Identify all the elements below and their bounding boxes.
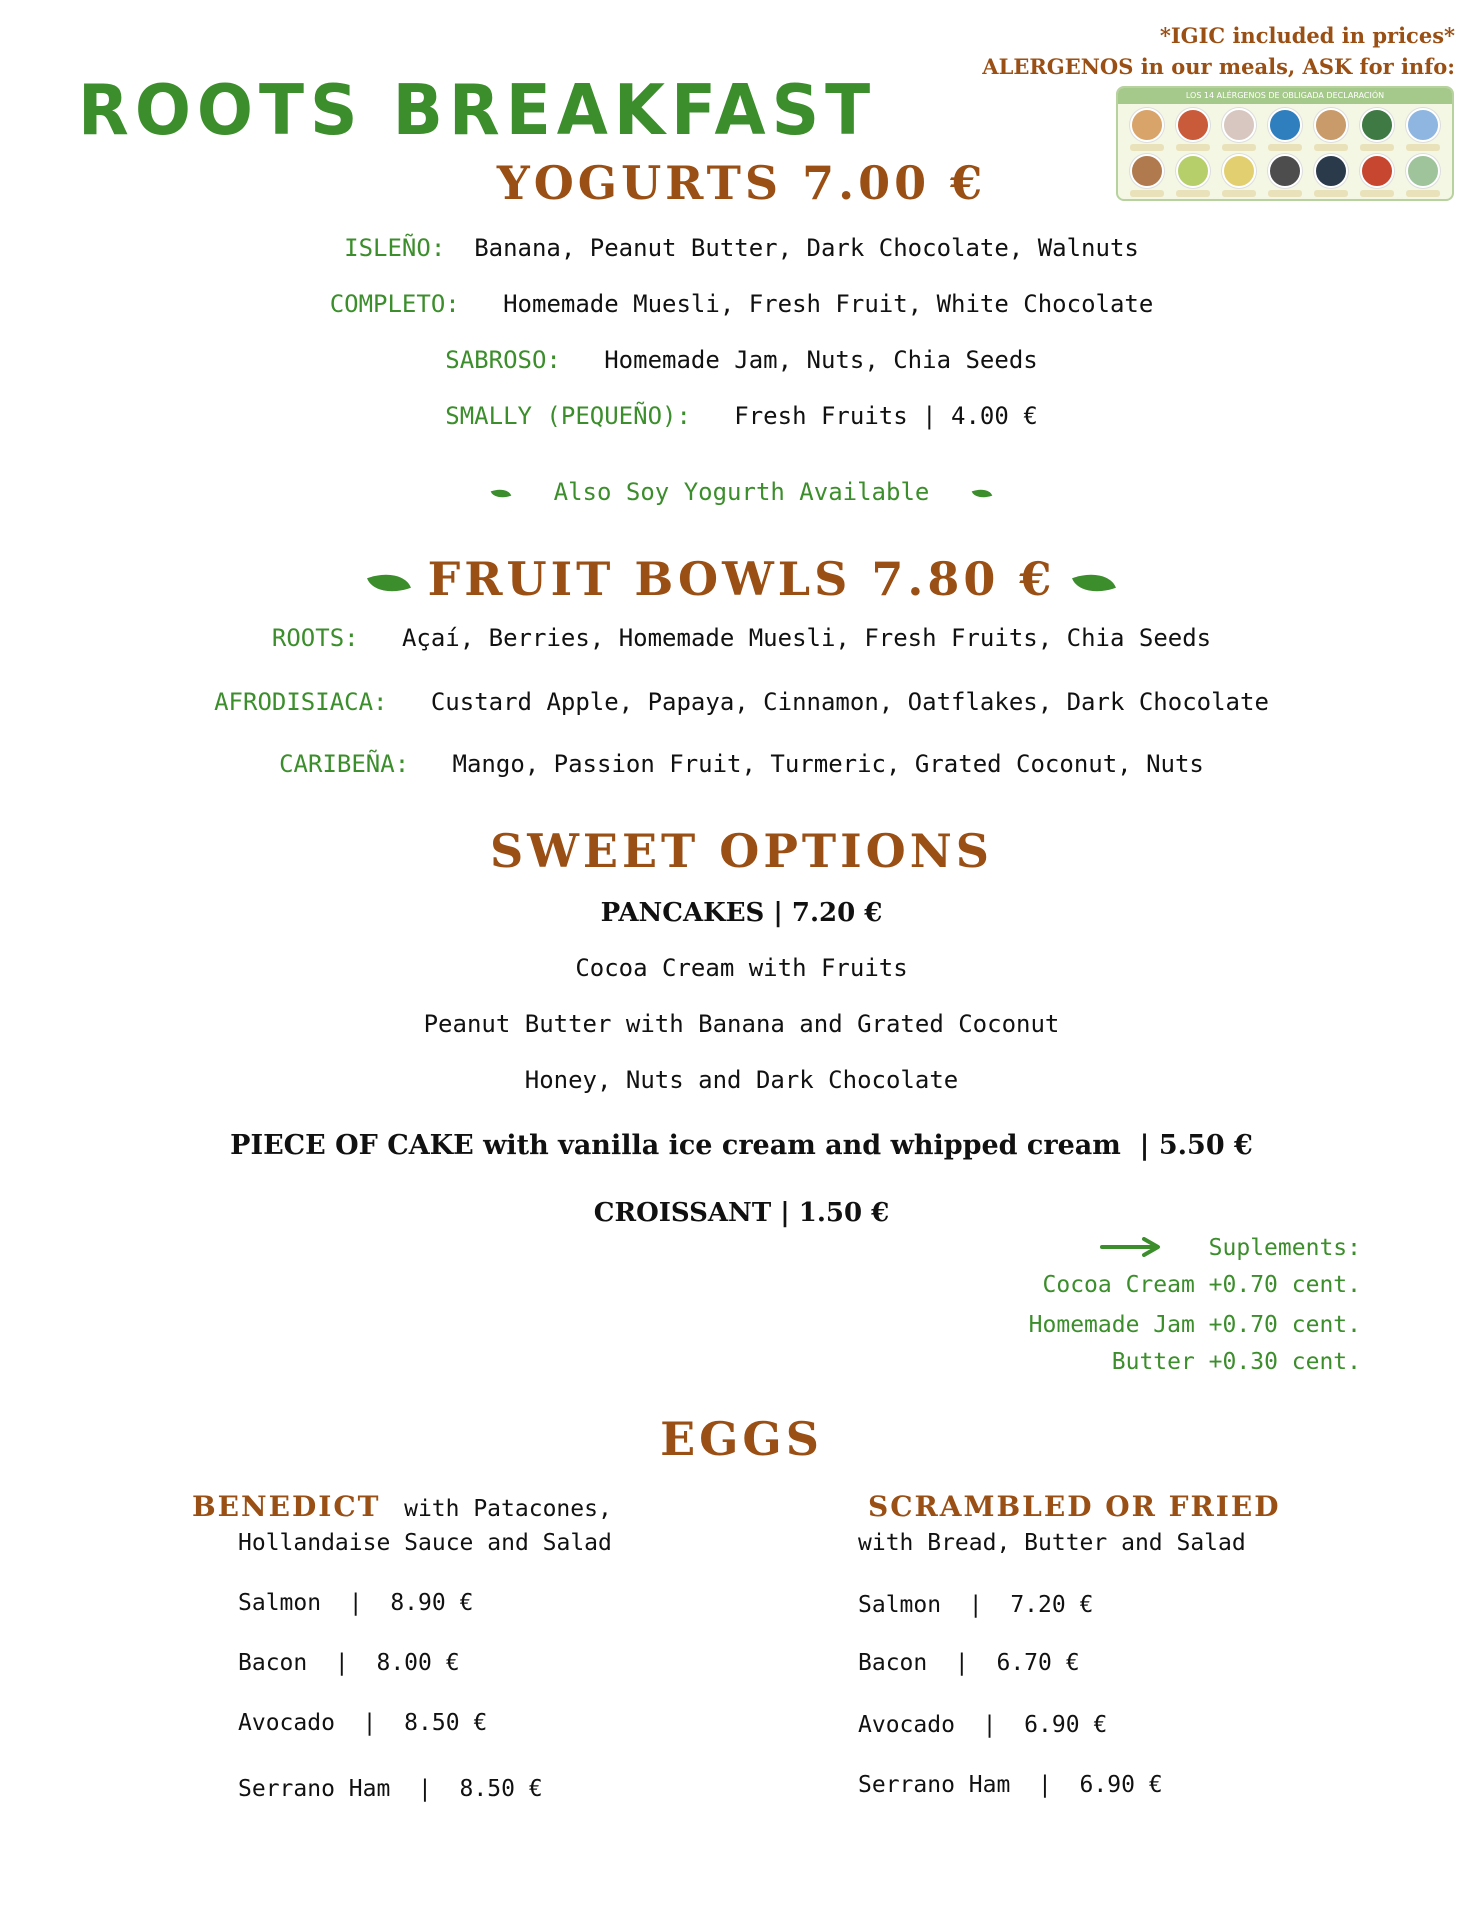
scrambled-item: Serrano Ham | 6.90 €: [858, 1772, 1163, 1798]
allergen-icon: [1262, 108, 1308, 154]
allergen-dot: [1406, 108, 1440, 142]
allergen-icon: [1354, 108, 1400, 154]
igic-note: *IGIC included in prices*: [1159, 23, 1455, 48]
pancake-option: Cocoa Cream with Fruits: [575, 954, 908, 982]
scrambled-item: Bacon | 6.70 €: [858, 1650, 1080, 1676]
yogurt-item-completo: [0, 290, 1483, 318]
benedict-desc-1: with Patacones,: [404, 1496, 612, 1522]
soy-note: [0, 478, 1483, 506]
benedict-heading: [192, 1490, 612, 1523]
allergen-icon: [1170, 108, 1216, 154]
pancakes-price: PANCAKES | 7.20 €: [600, 898, 883, 928]
pancake-option: Peanut Butter with Banana and Grated Coconut: [423, 1010, 1060, 1038]
benedict-item: Salmon | 8.90 €: [238, 1590, 474, 1616]
allergen-dot: [1130, 108, 1164, 142]
allergen-label: [1130, 144, 1164, 151]
arrow-right-icon: [1100, 1237, 1162, 1257]
fruit-bowls-title: FRUIT BOWLS 7.80 €: [427, 552, 1056, 606]
allergen-icon: [1216, 108, 1262, 154]
bowl-desc: Custard Apple, Papaya, Cinnamon, Oatflakes, Dark Chocolate: [430, 688, 1269, 716]
leaf-icon: [367, 565, 411, 601]
yogurt-desc: Homemade Jam, Nuts, Chia Seeds: [604, 346, 1038, 374]
yogurt-item-smally: [0, 402, 1483, 430]
yogurt-item-sabroso: [0, 346, 1483, 374]
benedict-item: Bacon | 8.00 €: [238, 1650, 460, 1676]
scrambled-desc: with Bread, Butter and Salad: [858, 1530, 1246, 1556]
fruit-bowl-caribena: [0, 750, 1483, 778]
allergen-icon: [1308, 108, 1354, 154]
allergen-icon: [1124, 108, 1170, 154]
yogurt-label: COMPLETO:: [329, 290, 460, 318]
eggs-title: EGGS: [660, 1412, 823, 1466]
bowl-label: CARIBEÑA:: [279, 750, 410, 778]
yogurt-desc: Banana, Peanut Butter, Dark Chocolate, Walnuts: [474, 234, 1139, 262]
pancake-option: Honey, Nuts and Dark Chocolate: [524, 1066, 959, 1094]
cake-price: PIECE OF CAKE with vanilla ice cream and whipped cream | 5.50 €: [230, 1130, 1253, 1161]
scrambled-item: Avocado | 6.90 €: [858, 1712, 1108, 1738]
allergen-label: [1222, 144, 1256, 151]
benedict-item: Avocado | 8.50 €: [238, 1710, 488, 1736]
yogurt-desc: Homemade Muesli, Fresh Fruit, White Chocolate: [503, 290, 1154, 318]
fruit-bowls-heading: [0, 552, 1483, 606]
bowl-desc: Açaí, Berries, Homemade Muesli, Fresh Fruits, Chia Seeds: [401, 624, 1212, 652]
scrambled-title: SCRAMBLED OR FRIED: [868, 1490, 1281, 1523]
yogurts-title: YOGURTS 7.00 €: [496, 156, 987, 210]
allergen-dot: [1176, 108, 1210, 142]
allergen-dot: [1360, 108, 1394, 142]
benedict-title: BENEDICT: [192, 1490, 381, 1523]
yogurt-label: SMALLY (PEQUEÑO):: [445, 402, 691, 430]
soy-note-text: Also Soy Yogurth Available: [553, 478, 930, 506]
scrambled-item: Salmon | 7.20 €: [858, 1592, 1094, 1618]
sweet-options-title: SWEET OPTIONS: [490, 824, 993, 878]
allergen-chart-title: LOS 14 ALÉRGENOS DE OBLIGADA DECLARACIÓN: [1118, 88, 1452, 104]
leaf-icon: [1072, 565, 1116, 601]
bowl-label: ROOTS:: [271, 624, 359, 652]
benedict-desc-2: Hollandaise Sauce and Salad: [238, 1530, 612, 1556]
allergen-icon: [1400, 108, 1446, 154]
allergen-dot: [1314, 108, 1348, 142]
price-notes: [982, 20, 1455, 82]
allergen-label: [1176, 144, 1210, 151]
leaf-icon: [491, 485, 512, 501]
supplement-item: Butter +0.30 cent.: [1111, 1349, 1361, 1375]
allergens-note: ALERGENOS in our meals, ASK for info:: [982, 54, 1455, 79]
fruit-bowl-afrodisiaca: [0, 688, 1483, 716]
allergen-dot: [1222, 108, 1256, 142]
allergen-label: [1268, 144, 1302, 151]
benedict-item: Serrano Ham | 8.50 €: [238, 1776, 543, 1802]
allergen-dot: [1268, 108, 1302, 142]
yogurt-desc: Fresh Fruits | 4.00 €: [734, 402, 1038, 430]
yogurt-label: ISLEÑO:: [344, 234, 446, 262]
allergen-label: [1406, 144, 1440, 151]
allergen-label: [1360, 144, 1394, 151]
bowl-desc: Mango, Passion Fruit, Turmeric, Grated Coconut, Nuts: [452, 750, 1204, 778]
yogurt-item-isleno: [0, 234, 1483, 262]
supplement-item: Homemade Jam +0.70 cent.: [1028, 1312, 1361, 1338]
bowl-label: AFRODISIACA:: [214, 688, 388, 716]
supplement-item: Cocoa Cream +0.70 cent.: [1042, 1272, 1361, 1298]
leaf-icon: [971, 485, 992, 501]
fruit-bowl-roots: [0, 624, 1483, 652]
supplements-title: Suplements:: [1208, 1235, 1361, 1261]
croissant-price: CROISSANT | 1.50 €: [593, 1198, 890, 1228]
brand-title: ROOTS BREAKFAST: [78, 70, 877, 151]
allergen-label: [1314, 144, 1348, 151]
yogurt-label: SABROSO:: [445, 346, 561, 374]
